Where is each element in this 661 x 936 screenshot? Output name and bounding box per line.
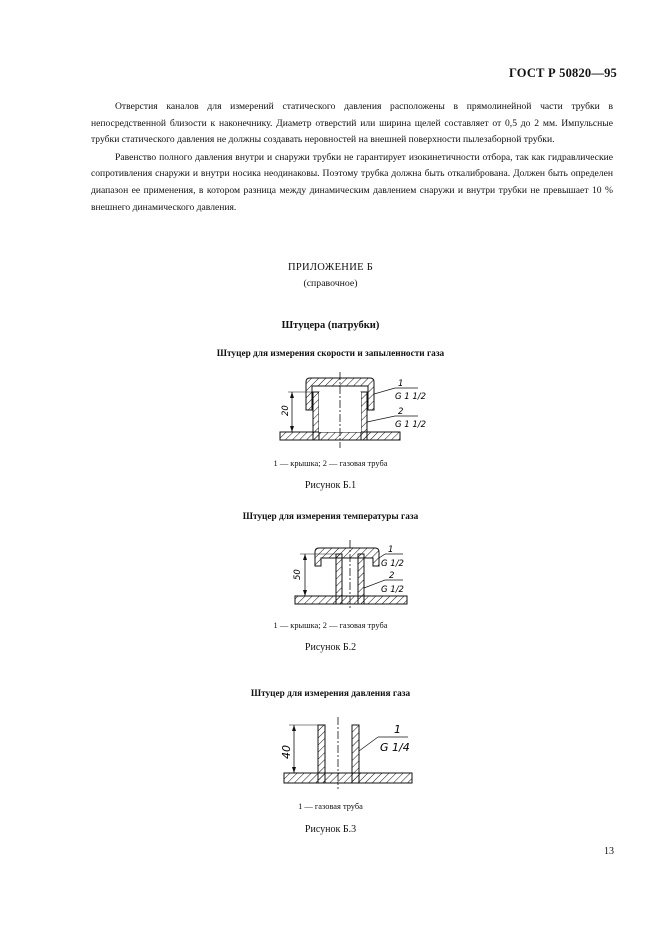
figure-2-label-2-number: 2	[389, 571, 395, 581]
figure-2-title: Штуцер для измерения температуры газа	[242, 512, 419, 522]
figure-1-legend: 1 — крышка; 2 — газовая труба	[273, 459, 388, 468]
figure-3-drawing	[270, 715, 430, 791]
figure-1-label-1-thread: G 1 1/2	[395, 392, 427, 402]
figure-2-legend: 1 — крышка; 2 — газовая труба	[273, 621, 388, 630]
figure-3-label-1-number: 1	[394, 723, 401, 736]
figure-1-title: Штуцер для измерения скорости и запыленности газа	[216, 349, 445, 359]
figure-1-caption: Рисунок Б.1	[304, 480, 357, 491]
figure-3-title: Штуцер для измерения давления газа	[250, 689, 411, 699]
figure-3-caption: Рисунок Б.3	[304, 824, 357, 835]
figure-3-legend: 1 — газовая труба	[298, 802, 363, 811]
figure-2-label-1-thread: G 1/2	[381, 559, 404, 569]
paragraph: Равенство полного давления внутри и снаружи трубки не гарантирует изокинетичности отбора, так как гидравлические сопротивления снаружи и внутри носика неодинаковы. Поэтому трубка должна быть откалибрована. Должен быть определен диапазон ее применения, в котором разница между динамическим давлением снаружи и внутри трубки не превышает 10 % внешнего динамического давления.	[91, 151, 613, 213]
figure-1-label-2-thread: G 1 1/2	[395, 420, 427, 430]
document-id: ГОСТ Р 50820—95	[508, 66, 617, 80]
figure-2-caption: Рисунок Б.2	[304, 642, 357, 653]
figure-2-dimension: 50	[293, 569, 303, 580]
figure-1-label-1-number: 1	[398, 379, 404, 389]
paragraph: Отверстия каналов для измерений статического давления расположены в прямолинейной части трубки в непосредственной близости к наконечнику. Диаметр отверстий или ширина щелей составляет от 0,5 до 2 мм. Импульсные трубки статического давления не должны создавать неровностей на внешней поверхности пылезаборной трубки.	[91, 101, 613, 146]
figure-3-label-1-thread: G 1/4	[380, 741, 410, 754]
page-number: 13	[604, 846, 614, 857]
appendix-title: ПРИЛОЖЕНИЕ Б	[287, 262, 374, 273]
figure-2-label-2-thread: G 1/2	[381, 585, 404, 595]
body-text	[91, 99, 613, 217]
figure-1-label-2-number: 2	[398, 407, 404, 417]
figure-1-drawing	[270, 370, 430, 452]
figure-2-drawing	[285, 538, 435, 610]
figure-3-dimension: 40	[280, 745, 293, 759]
appendix-subtitle: (справочное)	[303, 278, 358, 289]
figure-1-dimension: 20	[281, 405, 291, 416]
figure-2-label-1-number: 1	[388, 545, 394, 555]
section-title: Штуцера (патрубки)	[281, 320, 380, 331]
